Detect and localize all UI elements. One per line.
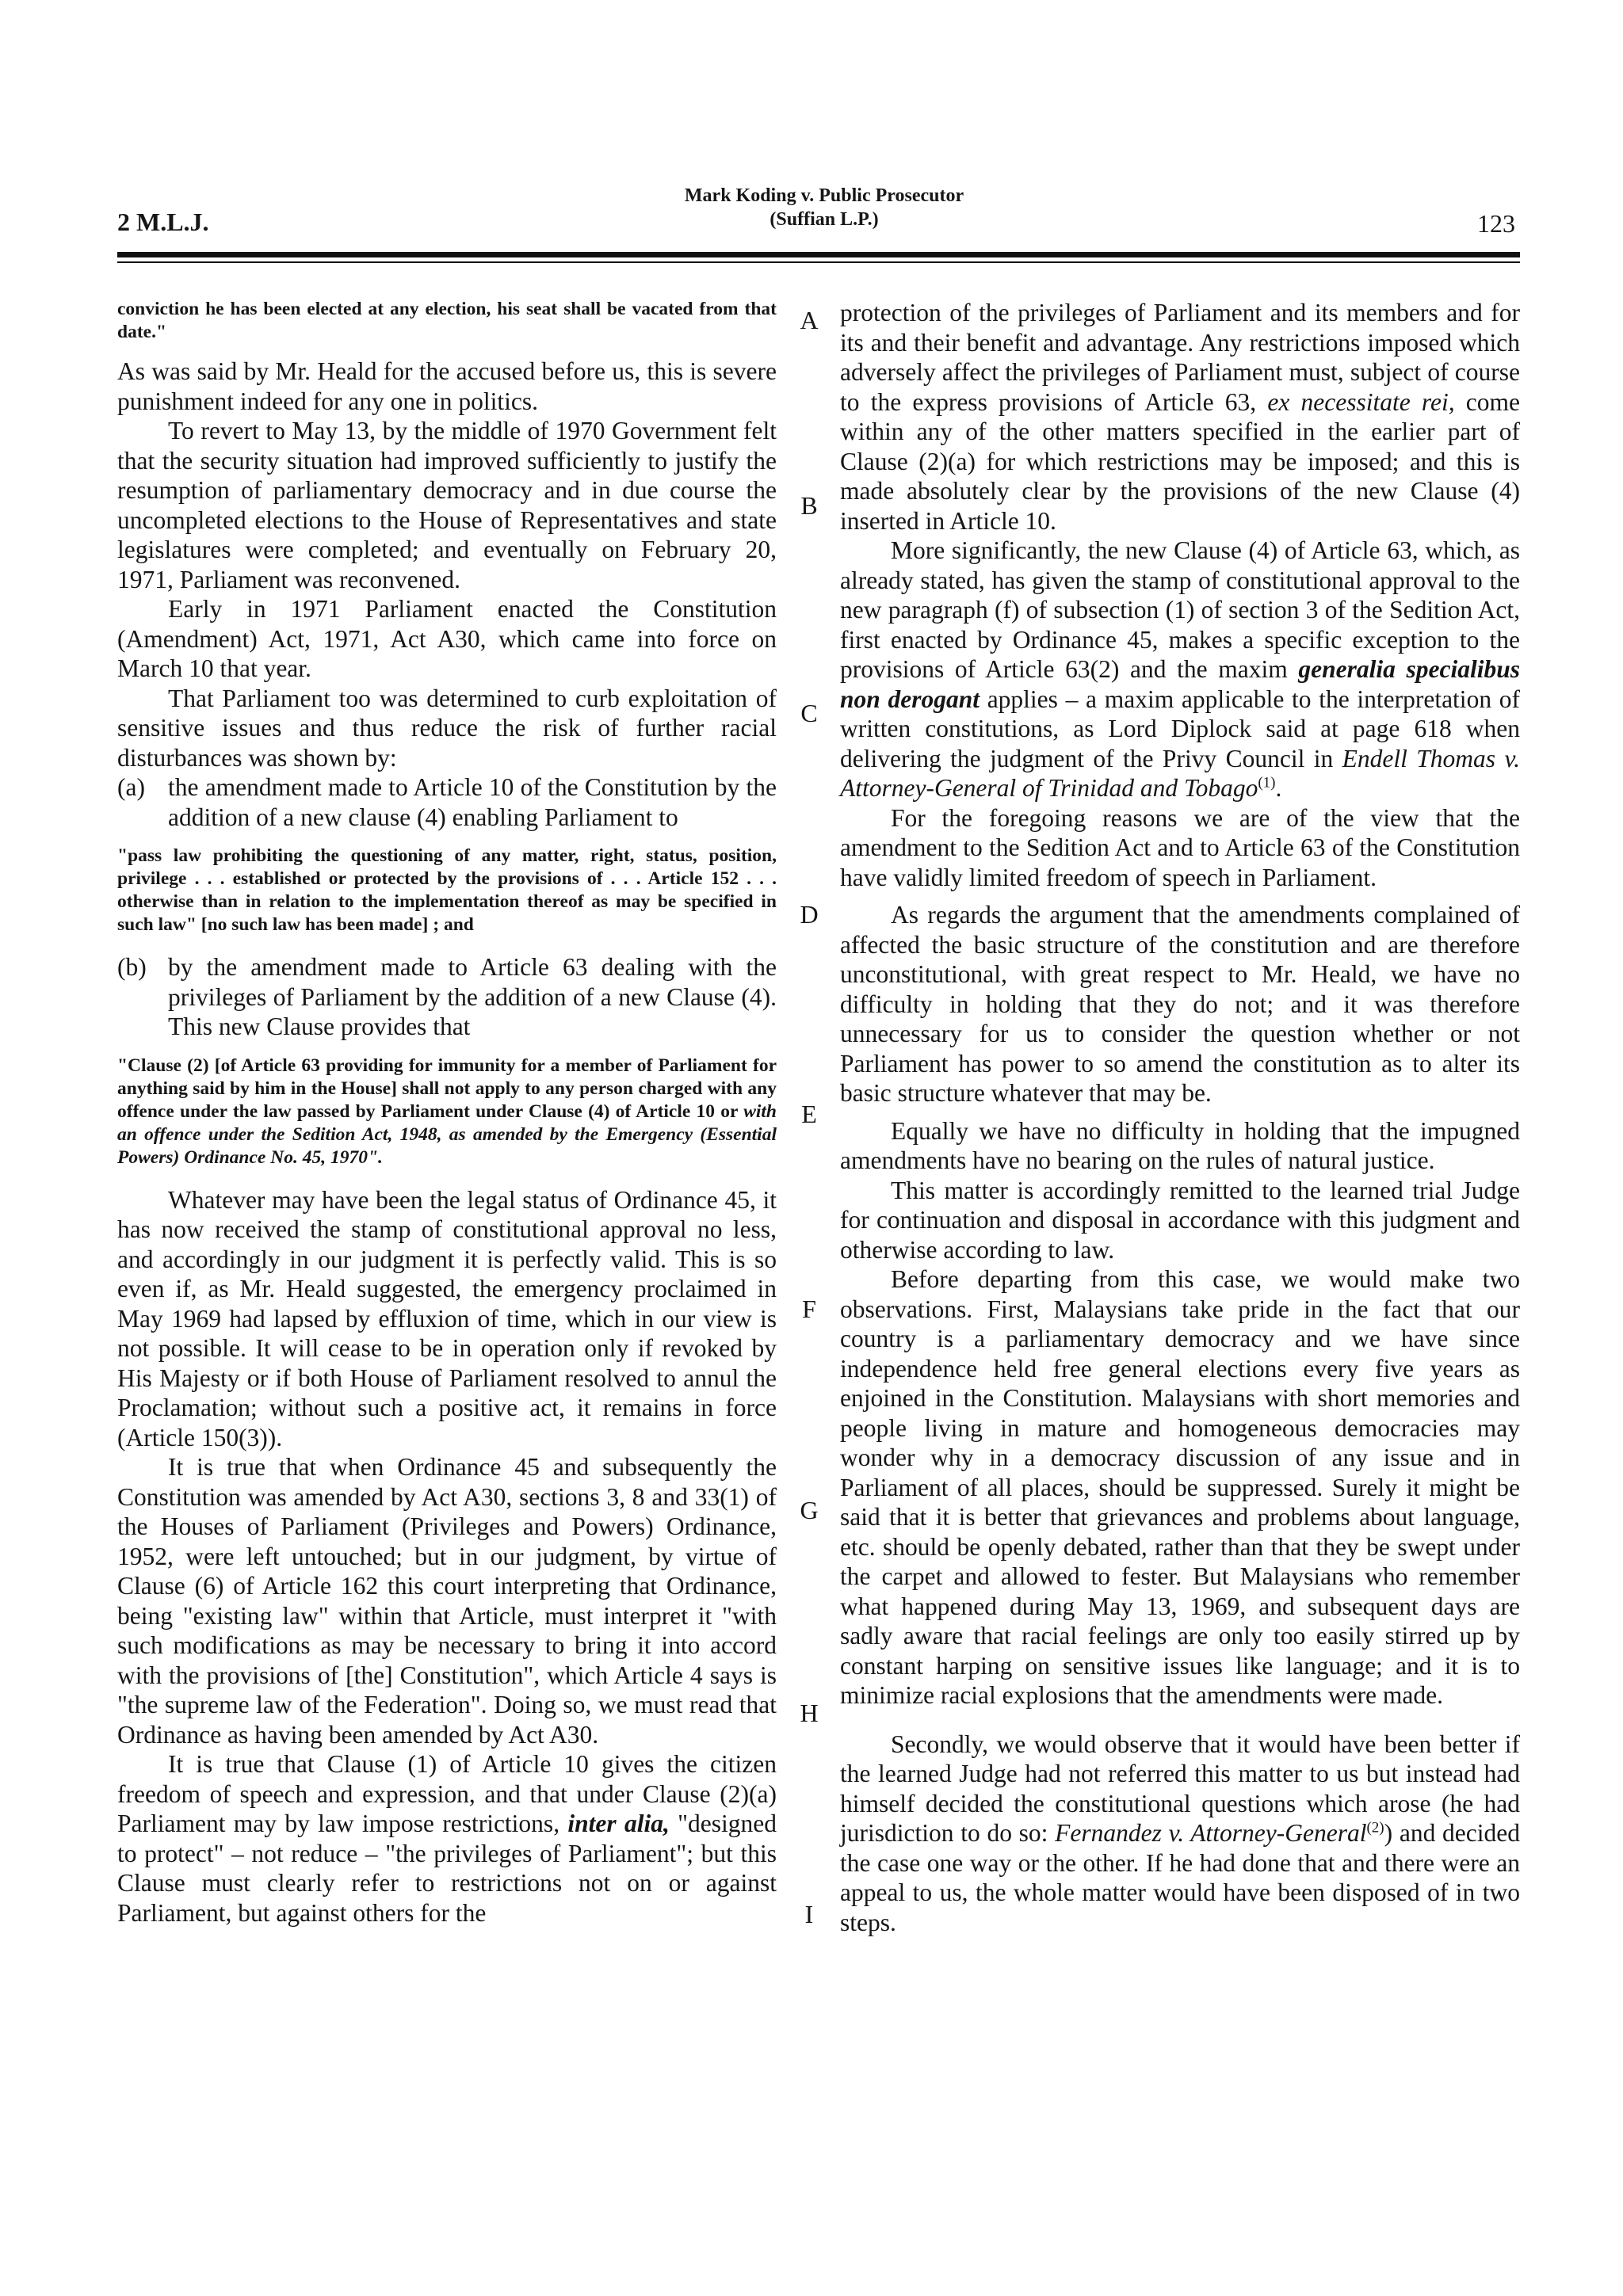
text: .: [1275, 774, 1282, 802]
latin-maxim: generalia specialibus non derogant: [840, 655, 1520, 713]
quote-text: "Clause (2) [of Article 63 providing for immunity for a member of Parliament for anything said by him in the House] shall not apply to any person charged with any offence under the law passed by Parliament under Clause (4) of Article 10 or: [117, 1055, 777, 1122]
list-item-label: (b): [117, 953, 147, 981]
text: Secondly, we would observe that it would have been better if the learned Judge had not referred this matter to us but instead had himself decided the constitutional questions which arose (he had jurisdiction to do so:: [840, 1730, 1520, 1847]
text: "designed to protect" – not reduce – "the privileges of Parliament"; but this Clause must clearly refer to restrictions not on or against Parliament, but against others for the: [117, 1810, 777, 1927]
paragraph: This matter is accordingly remitted to the learned trial Judge for continuation and disposal in accordance with this judgment and otherwise according to law.: [840, 1176, 1520, 1264]
footnote-ref: (1): [1258, 774, 1276, 791]
paragraph: As was said by Mr. Heald for the accused before us, this is severe punishment indeed for any one in politics.: [117, 357, 777, 415]
text: come within any of the other matters specified in the earlier part of Clause (2)(a) for which restrictions may be imposed; and this is made absolutely clear by the provisions of the new Clause (4) inserted in Article 10.: [840, 387, 1520, 535]
paragraph: That Parliament too was determined to curb exploitation of sensitive issues and thus reduce the risk of further racial disturbances was shown by:: [117, 684, 777, 772]
paragraph: [117, 1749, 777, 1928]
paragraph: As regards the argument that the amendments complained of affected the basic structure of the constitution and are therefore unconstitutional, with great respect to Mr. Heald, we have no difficulty in holding that they do not; and it was therefore unnecessary for us to consider the question whether or not Parliament has power to so amend the constitution as to alter its basic structure whatever that may be.: [840, 901, 1520, 1107]
text: ) and decided the case one way or the other. If he had done that and there were an appeal to us, the whole matter would have been disposed of in two steps.: [840, 1819, 1520, 1936]
paragraph: Before departing from this case, we would make two observations. First, Malaysians take pride in the fact that our country is a parliamentary democracy and we have since independence held free general elections every five years as enjoined in the Constitution. Malaysians with short memories and people living in mature and homogeneous democracies may wonder why in a democracy discussion of any issue and in Parliament of all places, should be suppressed. Surely it might be said that it is better that grievances and problems about language, etc. should be openly debated, rather than that they be swept under the carpet and allowed to fester. But Malaysians who remember what happened during May 13, 1969, and subsequent days are sadly aware that racial feelings are only too easily stirred up by constant harping on sensitive issues like language; and it is to minimize racial explosions that the amendments were made.: [840, 1265, 1520, 1709]
block-quote: [117, 1055, 777, 1169]
paragraph: Early in 1971 Parliament enacted the Constitution (Amendment) Act, 1971, Act A30, which came into force on March 10 that year.: [117, 595, 777, 682]
text: It is true that Clause (1) of Article 10 gives the citizen freedom of speech and expression, and that under Clause (2)(a) Parliament may by law impose restrictions,: [117, 1750, 777, 1837]
margin-letter-d: D: [800, 900, 819, 929]
margin-letter-h: H: [800, 1699, 819, 1727]
page-number: 123: [1477, 209, 1515, 238]
right-column: [840, 298, 1520, 1937]
margin-letter-e: E: [801, 1100, 817, 1128]
margin-letter-i: I: [804, 1900, 814, 1928]
margin-letter-c: C: [800, 699, 818, 727]
list-item-text: the amendment made to Article 10 of the Constitution by the addition of a new clause (4) enabling Parliament to: [168, 773, 777, 831]
paragraph: [840, 1730, 1520, 1938]
header-rule-thick: [117, 252, 1520, 257]
quote-text-italic: with an offence under the Sedition Act, 1948, as amended by the Emergency (Essential Powers) Ordinance No. 45, 1970".: [117, 1100, 777, 1168]
paragraph: [840, 536, 1520, 803]
text: applies – a maxim applicable to the interpretation of written constitutions, as Lord Diplock said at page 618 when delivering the judgment of the Privy Council in: [840, 685, 1520, 772]
case-citation: Fernandez v. Attorney-General: [1055, 1819, 1367, 1847]
margin-letter-a: A: [800, 306, 819, 334]
paragraph: To revert to May 13, by the middle of 1970 Government felt that the security situation had improved sufficiently to justify the resumption of parliamentary democracy and in due course the uncompleted elections to the House of Representatives and state legislatures were completed; and eventually on February 20, 1971, Parliament was reconvened.: [117, 417, 777, 593]
text: More significantly, the new Clause (4) of Article 63, which, as already stated, has given the stamp of constitutional approval to the new paragraph (f) of subsection (1) of section 3 of the Sedition Act, first enacted by Ordinance 45, makes a specific exception to the provisions of Article 63(2) and the maxim: [840, 536, 1520, 683]
report-citation: 2 M.L.J.: [117, 208, 209, 236]
list-item-b: [117, 952, 777, 1042]
paragraph: Whatever may have been the legal status of Ordinance 45, it has now received the stamp of constitutional approval no less, and accordingly in our judgment it is perfectly valid. This is so even if, as Mr. Heald suggested, the emergency proclaimed in May 1969 had lapsed by effluxion of time, which in our view is not possible. It will cease to be in operation only if revoked by His Majesty or if both House of Parliament resolved to annul the Proclamation; without such a positive act, it remains in force (Article 150(3)).: [117, 1185, 777, 1451]
latin-phrase: ex necessitate rei,: [1267, 387, 1455, 416]
margin-letters: [791, 298, 827, 2199]
margin-letter-b: B: [800, 491, 818, 520]
margin-letter-g: G: [800, 1496, 819, 1524]
paragraph: For the foregoing reasons we are of the view that the amendment to the Sedition Act and to Article 63 of the Constitution have validly limited freedom of speech in Parliament.: [840, 803, 1520, 891]
paragraph: Equally we have no difficulty in holding that the impugned amendments have no bearing on the rules of natural justice.: [840, 1116, 1520, 1174]
left-column: [117, 298, 777, 1928]
list-item-label: (a): [117, 773, 145, 801]
block-quote: "pass law prohibiting the questioning of any matter, right, status, position, privilege . . . established or protected by the provisions of . . . Article 152 . . . otherwise than in relation to the implementation thereof as may be specified in such law" [no such law has been made] ; and: [117, 845, 777, 935]
quote-continued: conviction he has been elected at any election, his seat shall be vacated from that date.": [117, 299, 777, 342]
latin-phrase: inter alia,: [567, 1810, 670, 1837]
text: protection of the privileges of Parliament and its members and for its and their benefit and advantage. Any restrictions imposed which adversely affect the privileges of Parliament must, subject of course to the express provisions of Article 63,: [840, 299, 1520, 416]
case-citation: Endell Thomas v. Attorney-General of Trinidad and Tobago: [840, 744, 1520, 802]
margin-letter-f: F: [802, 1295, 816, 1323]
list-item-text: by the amendment made to Article 63 dealing with the privileges of Parliament by the addition of a new Clause (4). This new Clause provides that: [168, 953, 777, 1040]
case-title-line2: (Suffian L.P.): [769, 209, 879, 230]
footnote-ref: (2): [1366, 1819, 1384, 1836]
case-title-line1: Mark Koding v. Public Prosecutor: [684, 185, 964, 206]
case-title: [653, 184, 995, 231]
paragraph: [840, 298, 1520, 536]
paragraph: It is true that when Ordinance 45 and subsequently the Constitution was amended by Act A30, sections 3, 8 and 33(1) of the Houses of Parliament (Privileges and Powers) Ordinance, 1952, were left untouched; but in our judgment, by virtue of Clause (6) of Article 162 this court interpreting that Ordinance, being "existing law" within that Article, must interpret it "with such modifications as may be necessary to bring it into accord with the provisions of [the] Constitution", which Article 4 says is "the supreme law of the Federation". Doing so, we must read that Ordinance as having been amended by Act A30.: [117, 1453, 777, 1749]
header-rule-thin: [117, 261, 1520, 263]
list-item-a: [117, 772, 777, 832]
